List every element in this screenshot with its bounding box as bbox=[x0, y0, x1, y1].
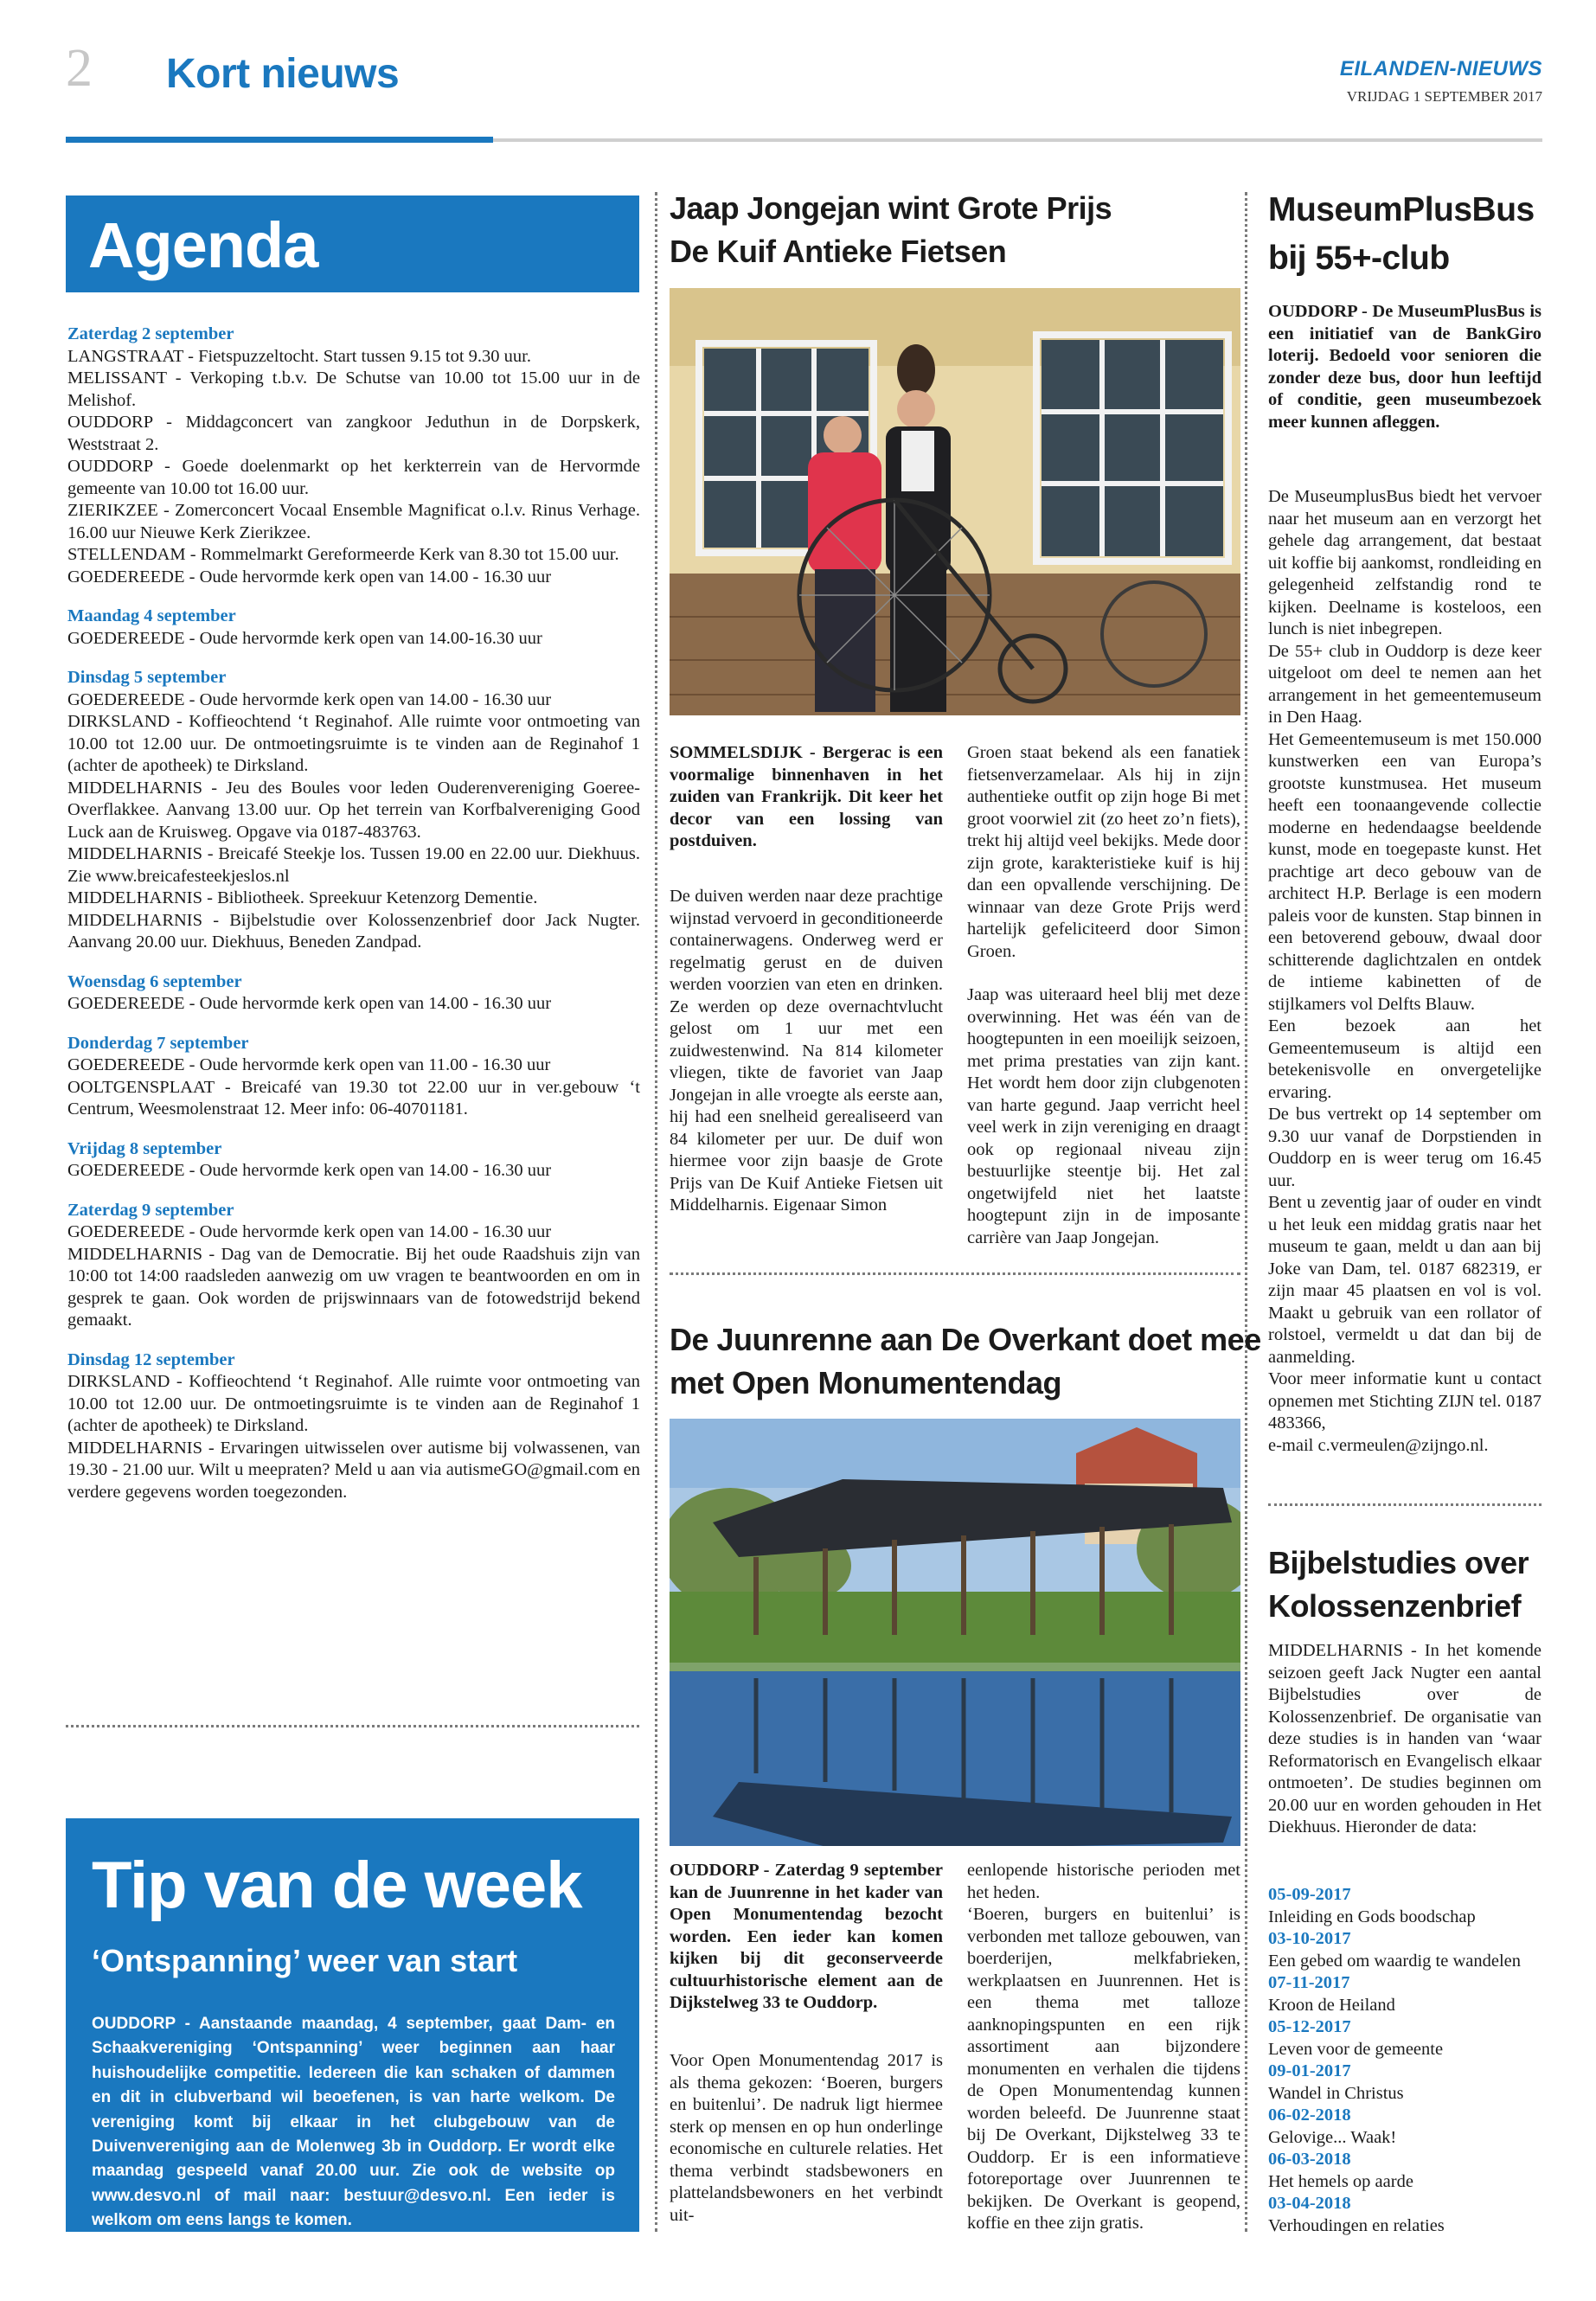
juun-col2 bbox=[967, 1860, 1240, 2235]
agenda-item: OUDDORP - Middagconcert van zangkoor Jeduthun in de Dorpskerk, Weststraat 2. bbox=[67, 413, 640, 454]
bible-study-date: 03-04-2018 bbox=[1268, 2194, 1351, 2213]
bible-study-date: 07-11-2017 bbox=[1268, 1973, 1350, 1992]
header-rule bbox=[493, 138, 1542, 142]
museum-paragraph: De bus vertrekt op 14 september om 9.30 uur vanaf de Dorpstienden in Ouddorp en is weer terug om 16.45 uur. bbox=[1268, 1105, 1542, 1190]
agenda-item: MIDDELHARNIS - Breicafé Steekje los. Tussen 19.00 en 22.00 uur. Diekhuus. Zie www.breicafesteekjeslos.nl bbox=[67, 844, 640, 886]
tip-box bbox=[66, 1818, 639, 2232]
bible-study-topic: Verhoudingen en relaties bbox=[1268, 2215, 1445, 2235]
bible-study-topic: Kroon de Heiland bbox=[1268, 1995, 1395, 2015]
bible-study-date: 09-01-2017 bbox=[1268, 2061, 1351, 2080]
right-rule bbox=[1268, 1503, 1542, 1506]
tip-subtitle: ‘Ontspanning’ weer van start bbox=[92, 1943, 518, 1978]
agenda-item: GOEDEREEDE - Oude hervormde kerk open van 14.00 - 16.30 uur bbox=[67, 689, 552, 709]
bible-study-topic: Gelovige... Waak! bbox=[1268, 2127, 1397, 2147]
jaap-col2 bbox=[967, 742, 1240, 1249]
agenda-item: DIRKSLAND - Koffieochtend ‘t Reginahof. Alle ruimte voor ontmoeting van 10.00 tot 12.00 uur. De ontmoetingsruimte is te vinden aan de Reginahof 1 (achter de apotheek) te Dirksland. bbox=[67, 1372, 640, 1435]
juun-col2-text-2: ‘Boeren, burgers en buitenlui’ is verbonden met talloze gebouwen, van boerderijen, melkfabrieken, werkplaatsen en Juunrennen. Het is een thema met talloze aanknopingspunten en een rijk assortiment aan bijzondere monumenten en verhalen die tijdens de Open Monumentendag kunnen worden beleefd. De Juunrenne staat bij De Overkant, Dijkstelweg 33 te Ouddorp. Er is een informatieve fotoreportage over Juunrennen te bekijken. De Overkant is geopend, koffie en thee zijn gratis. bbox=[967, 1905, 1240, 2233]
issue-date: VRIJDAG 1 SEPTEMBER 2017 bbox=[1346, 88, 1542, 105]
agenda-item: STELLENDAM - Rommelmarkt Gereformeerde Kerk van 8.30 tot 15.00 uur. bbox=[67, 545, 619, 564]
agenda-day-label: Woensdag 6 september bbox=[67, 971, 242, 991]
bible-headline-line1: Bijbelstudies over bbox=[1268, 1545, 1529, 1580]
agenda-item: MIDDELHARNIS - Dag van de Democratie. Bij het oude Raadshuis zijn van 10:00 tot 14:00 raadsleden aanwezig om uw vragen te beantwoorden en om in gesprek te gaan. Ook worden de prijswinnaars van de fotowedstrijd bekend gemaakt. bbox=[67, 1244, 640, 1330]
bible-study-topic: Leven voor de gemeente bbox=[1268, 2039, 1444, 2059]
bible-study-topic: Wandel in Christus bbox=[1268, 2083, 1404, 2103]
museum-lead: OUDDORP - De MuseumPlusBus is een initiatief van de BankGiro loterij. Bedoeld voor senioren die zonder deze bus, door hun leeftijd of conditie, geen museumbezoek meer kunnen afleggen. bbox=[1268, 302, 1542, 432]
jaap-headline-line1: Jaap Jongejan wint Grote Prijs bbox=[670, 190, 1112, 226]
agenda-item: OOLTGENSPLAAT - Breicafé van 19.30 tot 22.00 uur in ver.gebouw ‘t Centrum, Weesmolenstraat 12. Meer info: 06-40701181. bbox=[67, 1077, 640, 1118]
juun-headline-line2: met Open Monumentendag bbox=[670, 1365, 1062, 1400]
agenda-item: LANGSTRAAT - Fietspuzzeltocht. Start tussen 9.15 tot 9.30 uur. bbox=[67, 346, 532, 366]
agenda-item: MIDDELHARNIS - Ervaringen uitwisselen over autisme bij volwassenen, van 19.30 - 21.00 uur. Wilt u meepraten? Meld u aan via autismeGO@gmail.com en verdere gegevens worden toegezonden. bbox=[67, 1438, 640, 1502]
bible-study-topic: Het hemels op aarde bbox=[1268, 2171, 1413, 2191]
bible-study-topic: Een gebed om waardig te wandelen bbox=[1268, 1951, 1522, 1971]
bible-study-topic: Inleiding en Gods boodschap bbox=[1268, 1907, 1476, 1926]
bible-intro: MIDDELHARNIS - In het komende seizoen geeft Jack Nugter een aantal Bijbelstudies over de Kolossenzenbrief. De organisatie van deze studies is in handen van ‘waar Reformatorisch en Evangelisch elkaar ontmoeten’. De studies beginnen om 20.00 uur en worden gehouden in Het Diekhuus. Hieronder de data: bbox=[1268, 1641, 1542, 1836]
museum-body bbox=[1268, 486, 1542, 1457]
juun-col2-text-1: eenlopende historische perioden met het heden. bbox=[967, 1861, 1240, 1902]
juun-col1-text: Voor Open Monumentendag 2017 is als thema gekozen: ‘Boeren, burgers en buitenlui’. De nadruk ligt hiermee sterk op mensen en op hun onderlinge economische en culturele relaties. Het thema verbindt stadsbewoners en plattelandsbewoners en het verbindt uit- bbox=[670, 2051, 943, 2225]
agenda-day-label: Dinsdag 12 september bbox=[67, 1349, 235, 1369]
column-divider-right bbox=[1245, 192, 1247, 2232]
agenda-day-label: Maandag 4 september bbox=[67, 606, 236, 625]
middle-rule bbox=[670, 1272, 1240, 1275]
museum-headline-line2: bij 55+-club bbox=[1268, 240, 1450, 277]
jaap-col1-text: De duiven werden naar deze prachtige wijnstad vervoerd in geconditioneerde containerwagens. Onderweg werd er regelmatig gerust en de duiven werden voorzien van eten en drinken. Ze werden op deze overnachtvlucht gelost om 1 uur met een zuidwestenwind. Na 814 kilometer vliegen, tikte de favoriet van Jaap Jongejan in alle vroegte als eerste aan, hij had een snelheid gerealiseerd van 84 kilometer per uur. De duif won hiermee voor zijn baasje de Grote Prijs van De Kuif Antieke Fietsen uit Middelharnis. Eigenaar Simon bbox=[670, 887, 943, 1215]
page-number: 2 bbox=[66, 39, 93, 98]
agenda-day bbox=[67, 667, 640, 954]
tip-body: OUDDORP - Aanstaande maandag, 4 september, gaat Dam- en Schaakvereniging ‘Ontspanning’ weer beginnen aan haar huishoudelijke competitie. Iedereen die kan schaken of dammen en dit in clubverband wil beoefenen, is van harte welkom. De vereniging komt bij elkaar in het clubgebouw van de Duivenvereniging aan de Molenweg 3b in Ouddorp. Er wordt elke maandag gespeeld vanaf 20.00 uur. Zie ook de website op www.desvo.nl of mail naar: bestuur@desvo.nl. Een ieder is welkom om eens langs te komen. bbox=[92, 2015, 615, 2230]
agenda-item: MIDDELHARNIS - Bibliotheek. Spreekuur Ketenzorg Dementie. bbox=[67, 888, 538, 907]
column-divider-left bbox=[655, 192, 657, 2232]
museum-paragraph: Voor meer informatie kunt u contact opnemen met Stichting ZIJN tel. 0187 483366, bbox=[1268, 1369, 1542, 1433]
agenda-end-rule bbox=[66, 1725, 639, 1727]
agenda-day bbox=[67, 1033, 640, 1121]
tip-title: Tip van de week bbox=[92, 1849, 582, 1922]
agenda-title: Agenda bbox=[88, 209, 318, 281]
agenda-day-label: Donderdag 7 september bbox=[67, 1033, 249, 1053]
museum-paragraph: De MuseumplusBus biedt het vervoer naar het museum aan en verzorgt het gehele dag arrangement, dat bestaat uit koffie bij aankomst, rondleiding en gelegenheid zelfstandig rond te kijken. Deelname is kosteloos, een lunch is niet inbegrepen. bbox=[1268, 487, 1542, 638]
agenda-item: DIRKSLAND - Koffieochtend ‘t Reginahof. Alle ruimte voor ontmoeting van 10.00 tot 12.00 uur. De ontmoetingsruimte is te vinden aan de Reginahof 1 (achter de apotheek) te Dirksland. bbox=[67, 712, 640, 775]
agenda-item: MIDDELHARNIS - Jeu des Boules voor leden Ouderenvereniging Goeree-Overflakkee. Aanvang 13.00 uur. Op het terrein van Korfbalvereniging Good Luck aan de Kruisweg. Opgave via 0187-483763. bbox=[67, 778, 640, 842]
section-title: Kort nieuws bbox=[166, 51, 400, 97]
agenda-day bbox=[67, 971, 640, 1016]
juun-headline-line1: De Juunrenne aan De Overkant doet mee bbox=[670, 1322, 1261, 1357]
bible-study-date: 06-02-2018 bbox=[1268, 2106, 1351, 2125]
museum-paragraph: Het Gemeentemuseum is met 150.000 kunstwerken een van Europa’s grootste kunstmusea. Het museum heeft een toonaangevende collectie moderne en hedendaagse beeldende kunst, mode en toegepaste kunst. Het prachtige art deco gebouw van de architect H.P. Berlage is een modern paleis voor de kunsten. Stap binnen in een betoverend gebouw, dwaal door schitterende daglichtzalen en ontdek de intieme kabinetten of de stijlkamers vol Delfts Blauw. bbox=[1268, 729, 1542, 1014]
agenda-day bbox=[67, 1138, 640, 1183]
bible-study-date: 05-09-2017 bbox=[1268, 1885, 1351, 1904]
masthead-logo: EILANDEN-NIEUWS bbox=[1339, 57, 1542, 80]
jaap-col2-text-2: Jaap was uiteraard heel blij met deze overwinning. Het was één van de hoogtepunten in een moeilijk seizoen, met prima prestaties van zijn kant. Het wordt hem door zijn clubgenoten van harte gegund. Jaap verricht heel veel werk in zijn vereniging en draagt ook op regionaal niveau zijn bestuurlijke steentje bij. Het zal ongetwijfeld niet het laatste hoogtepunt zijn in de imposante carrière van Jaap Jongejan. bbox=[967, 985, 1240, 1247]
header-accent-bar bbox=[66, 137, 493, 143]
agenda-day bbox=[67, 324, 640, 588]
jaap-headline-line2: De Kuif Antieke Fietsen bbox=[670, 234, 1007, 269]
bible-study-date: 03-10-2017 bbox=[1268, 1929, 1351, 1948]
juun-photo bbox=[670, 1419, 1240, 1846]
jaap-col2-text-1: Groen staat bekend als een fanatiek fietsenverzamelaar. Als hij in zijn authentieke outfit op zijn hoge Bi met groot voorwiel zit (zo heet zo’n fiets), trekt hij altijd veel bekijks. Mede door zijn grote, karakteristieke kuif is hij dan een opvallende verschijning. De winnaar van deze Grote Prijs werd hartelijk gefeliciteerd door Simon Groen. bbox=[967, 743, 1240, 961]
agenda-day-label: Dinsdag 5 september bbox=[67, 668, 227, 687]
agenda-item: OUDDORP - Goede doelenmarkt op het kerkterrein van de Hervormde gemeente van 10.00 tot 16.00 uur. bbox=[67, 457, 640, 498]
juun-lead: OUDDORP - Zaterdag 9 september kan de Juunrenne in het kader van Open Monumentendag bezocht worden. Een ieder kan komen kijken bij dit geconserveerde cultuurhistorische element aan de Dijkstelweg 33 te Ouddorp. bbox=[670, 1861, 943, 2012]
agenda-item: GOEDEREEDE - Oude hervormde kerk open van 14.00-16.30 uur bbox=[67, 628, 542, 648]
bible-headline-line2: Kolossenzenbrief bbox=[1268, 1588, 1522, 1624]
museum-paragraph: Bent u zeventig jaar of ouder en vindt u het leuk een middag gratis naar het museum te gaan, meldt u dan aan bij Joke van Dam, tel. 0187 682319, er zijn maar 45 plaatsen en vol is vol. Maakt u gebruik van een rollator of rolstoel, vermeldt u dat dan bij de aanmelding. bbox=[1268, 1193, 1542, 1367]
museum-paragraph: De 55+ club in Ouddorp is deze keer uitgeloot om deel te nemen aan het arrangement in het gemeentemuseum in Den Haag. bbox=[1268, 641, 1542, 727]
agenda-item: GOEDEREEDE - Oude hervormde kerk open van 14.00 - 16.30 uur bbox=[67, 567, 552, 586]
agenda-item: GOEDEREEDE - Oude hervormde kerk open van 14.00 - 16.30 uur bbox=[67, 994, 552, 1013]
agenda-item: MIDDELHARNIS - Bijbelstudie over Kolossenzenbrief door Jack Nugter. Aanvang 20.00 uur. Diekhuus, Beneden Zandpad. bbox=[67, 910, 640, 952]
agenda-item: MELISSANT - Verkoping t.b.v. De Schutse van 10.00 tot 15.00 uur in de Melishof. bbox=[67, 369, 640, 410]
agenda-item: GOEDEREEDE - Oude hervormde kerk open van 14.00 - 16.30 uur bbox=[67, 1222, 552, 1241]
agenda-day bbox=[67, 1200, 640, 1332]
agenda-day-label: Zaterdag 9 september bbox=[67, 1200, 234, 1220]
museum-paragraph: Een bezoek aan het Gemeentemuseum is altijd een betekenisvolle en onvergetelijke ervaring. bbox=[1268, 1016, 1542, 1102]
agenda-day-label: Vrijdag 8 september bbox=[67, 1138, 222, 1158]
agenda-list bbox=[67, 324, 640, 1503]
jaap-photo bbox=[670, 288, 1240, 715]
museum-paragraph: e-mail c.vermeulen@zijngo.nl. bbox=[1268, 1435, 1489, 1455]
agenda-item: GOEDEREEDE - Oude hervormde kerk open van 14.00 - 16.30 uur bbox=[67, 1161, 552, 1180]
agenda-day bbox=[67, 1349, 640, 1504]
museum-headline-line1: MuseumPlusBus bbox=[1268, 191, 1535, 228]
bible-dates bbox=[1268, 1884, 1542, 2237]
agenda-day bbox=[67, 606, 640, 650]
agenda-item: GOEDEREEDE - Oude hervormde kerk open van 11.00 - 16.30 uur bbox=[67, 1055, 551, 1074]
jaap-lead: SOMMELSDIJK - Bergerac is een voormalige binnenhaven in het zuiden van Frankrijk. Dit keer het decor van een lossing van postduiven. bbox=[670, 743, 943, 850]
agenda-banner bbox=[66, 195, 639, 292]
bible-study-date: 06-03-2018 bbox=[1268, 2150, 1351, 2169]
agenda-item: ZIERIKZEE - Zomerconcert Vocaal Ensemble Magnificat o.l.v. Rinus Verhage. 16.00 uur Nieuwe Kerk Zierikzee. bbox=[67, 501, 640, 542]
bible-study-date: 05-12-2017 bbox=[1268, 2017, 1351, 2036]
agenda-day-label: Zaterdag 2 september bbox=[67, 324, 234, 343]
